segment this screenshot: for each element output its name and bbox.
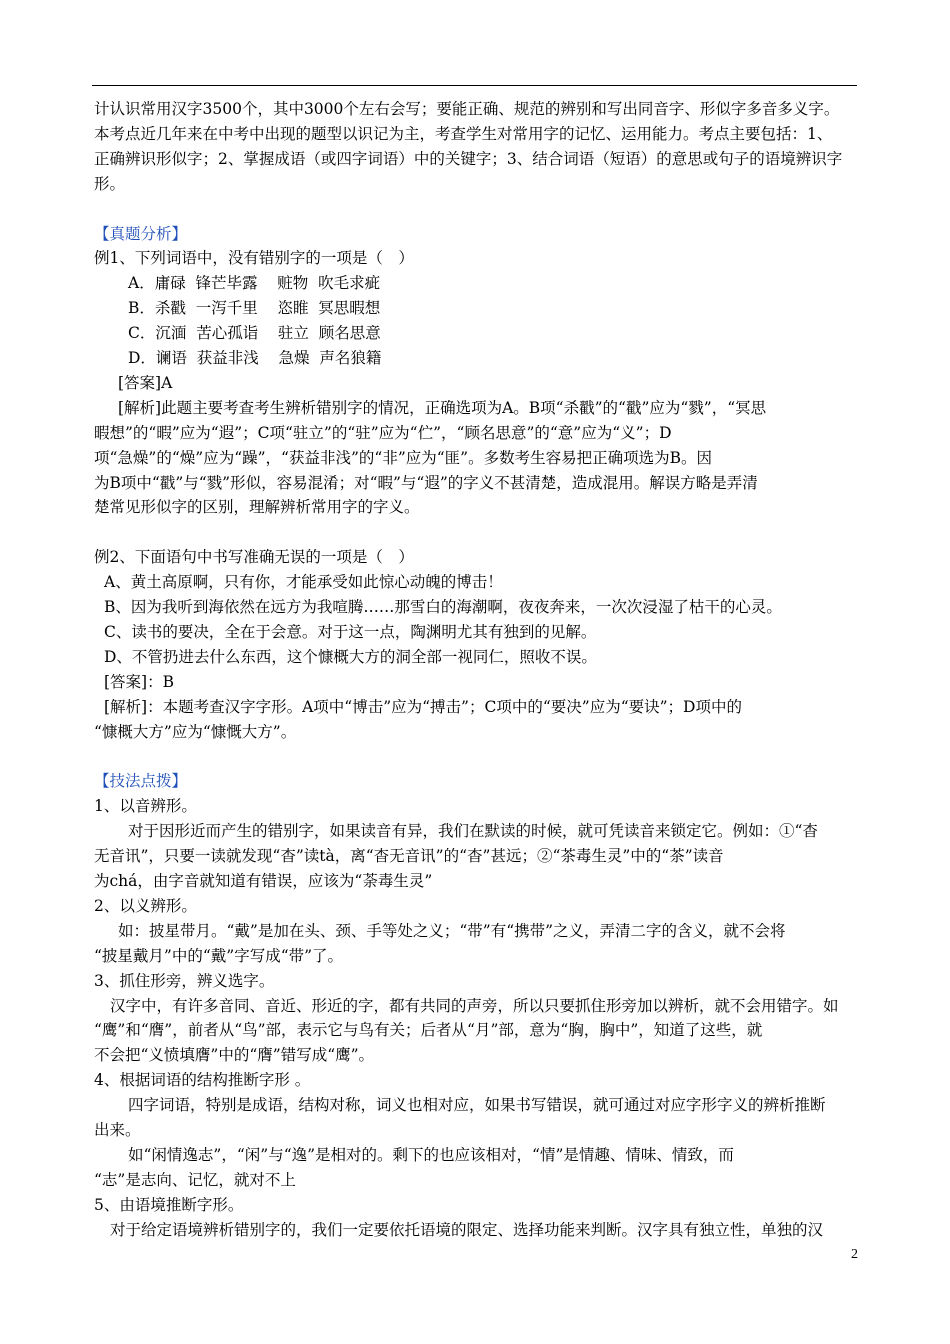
example-2-option-b: B、因为我听到海依然在远方为我喧腾……那雪白的海潮啊，夜夜奔来，一次次浸湿了枯干的心灵。 xyxy=(104,598,782,617)
technique-1-body-line: 为chá，由字音就知道有错误，应该为“荼毒生灵” xyxy=(94,872,433,891)
intro-line: 形。 xyxy=(94,174,126,193)
intro-line: 本考点近几年来在中考中出现的题型以识记为主，考查学生对常用字的记忆、运用能力。考点主要包括：1、 xyxy=(94,124,833,143)
example-1-question: 例1、下列词语中，没有错别字的一项是（ ） xyxy=(94,249,414,268)
example-1-option-c: C．沉湎 苦心孤诣 驻立 顾名思意 xyxy=(128,324,381,343)
example-1-analysis-line: 暇想”的“暇”应为“遐”；C项“驻立”的“驻”应为“伫”，“顾名思意”的“意”应为“义”；D xyxy=(94,423,672,442)
technique-3-body-line: 不会把“义愤填膺”中的“膺”错写成“鹰”。 xyxy=(94,1046,375,1065)
blank-line xyxy=(94,197,862,222)
technique-3-title: 3、抓住形旁，辨义选字。 xyxy=(94,971,275,990)
technique-4-body-line: “志”是志向、记忆，就对不上 xyxy=(94,1170,296,1189)
example-2-analysis-line: “慷概大方”应为“慷慨大方”。 xyxy=(94,722,297,741)
example-2-option-c: C、读书的要决，全在于会意。对于这一点，陶渊明尤其有独到的见解。 xyxy=(104,623,597,641)
technique-1-title: 1、以音辨形。 xyxy=(94,797,197,816)
example-2-answer: [答案]：B xyxy=(104,672,174,691)
intro-line: 计认识常用汉字3500个，其中3000个左右会写；要能正确、规范的辨别和写出同音字、形似字多音多义字。 xyxy=(94,100,840,118)
example-1-analysis-line: 楚常见形似字的区别，理解辨析常用字的字义。 xyxy=(94,498,420,517)
technique-5-title: 5、由语境推断字形。 xyxy=(94,1195,244,1214)
blank-line xyxy=(94,745,862,770)
example-1-analysis-line: 为B项中“戳”与“戮”形似，容易混淆；对“暇”与“遐”的字义不甚清楚，造成混用。解误方略是弄清 xyxy=(94,473,758,492)
example-1-option-d: D．谰语 获益非浅 急燥 声名狼籍 xyxy=(128,349,382,368)
section-heading-exam-analysis: 【真题分析】 xyxy=(94,224,188,243)
technique-4-body-line: 如“闲情逸志”，“闲”与“逸”是相对的。剩下的也应该相对，“情”是情趣、情味、情致，而 xyxy=(128,1146,734,1165)
section-heading-techniques: 【技法点拨】 xyxy=(94,772,188,791)
example-1-analysis-line: [解析]此题主要考查考生辨析错别字的情况，正确选项为A。B项“杀戳”的“戳”应为“戮”，“冥思 xyxy=(118,398,767,417)
technique-3-body-line: 汉字中，有许多音同、音近、形近的字，都有共同的声旁，所以只要抓住形旁加以辨析，就不会用错字。如 xyxy=(110,996,839,1015)
example-1-option-a: A．庸碌 锋芒毕露 赃物 吹毛求疵 xyxy=(128,274,381,293)
technique-2-body-line: 如：披星带月。“戴”是加在头、颈、手等处之义；“带”有“携带”之义，弄清二字的含义，就不会将 xyxy=(118,921,786,940)
page-content xyxy=(94,97,862,1243)
example-2-question: 例2、下面语句中书写准确无误的一项是（ ） xyxy=(94,548,414,567)
intro-line: 正确辨识形似字；2、掌握成语（或四字词语）中的关键字；3、结合词语（短语）的意思或句子的语境辨识字 xyxy=(94,149,843,168)
technique-1-body-line: 无音讯”，只要一读就发现“杳”读tà，离“杳无音讯”的“杳”甚远；②“茶毒生灵”中的“茶”读音 xyxy=(94,847,724,866)
header-rule xyxy=(92,85,857,86)
example-2-analysis-line: [解析]：本题考查汉字字形。A项中“博击”应为“搏击”；C项中的“要决”应为“要诀”；D项中的 xyxy=(104,697,742,716)
example-1-analysis-line: 项“急燥”的“燥”应为“躁”，“获益非浅”的“非”应为“匪”。多数考生容易把正确项选为B。因 xyxy=(94,448,712,467)
example-2-option-d: D、不管扔进去什么东西，这个慷概大方的洞全部一视同仁，照收不误。 xyxy=(104,647,597,666)
page-number: 2 xyxy=(851,1247,858,1262)
technique-2-body-line: “披星戴月”中的“戴”字写成“带”了。 xyxy=(94,946,344,965)
technique-1-body-line: 对于因形近而产生的错别字，如果读音有异，我们在默读的时候，就可凭读音来锁定它。例如：①“杳 xyxy=(128,822,818,841)
technique-2-title: 2、以义辨形。 xyxy=(94,896,197,915)
technique-5-body-line: 对于给定语境辨析错别字的，我们一定要依托语境的限定、选择功能来判断。汉字具有独立性，单独的汉 xyxy=(110,1220,824,1239)
technique-3-body-line: “鹰”和“膺”，前者从“鸟”部，表示它与鸟有关；后者从“月”部，意为“胸，胸中”，知道了这些，就 xyxy=(94,1021,763,1040)
blank-line xyxy=(94,520,862,545)
example-1-option-b: B．杀戳 一泻千里 恣睢 冥思暇想 xyxy=(128,299,381,318)
example-2-option-a: A、黄土高原啊，只有你，才能承受如此惊心动魄的博击！ xyxy=(104,573,503,592)
technique-4-title: 4、根据词语的结构推断字形 。 xyxy=(94,1071,311,1090)
technique-4-body-line: 出来。 xyxy=(94,1121,141,1140)
technique-4-body-line: 四字词语，特别是成语，结构对称，词义也相对应，如果书写错误，就可通过对应字形字义的辨析推断 xyxy=(128,1096,826,1115)
example-1-answer: [答案]A xyxy=(118,373,173,392)
